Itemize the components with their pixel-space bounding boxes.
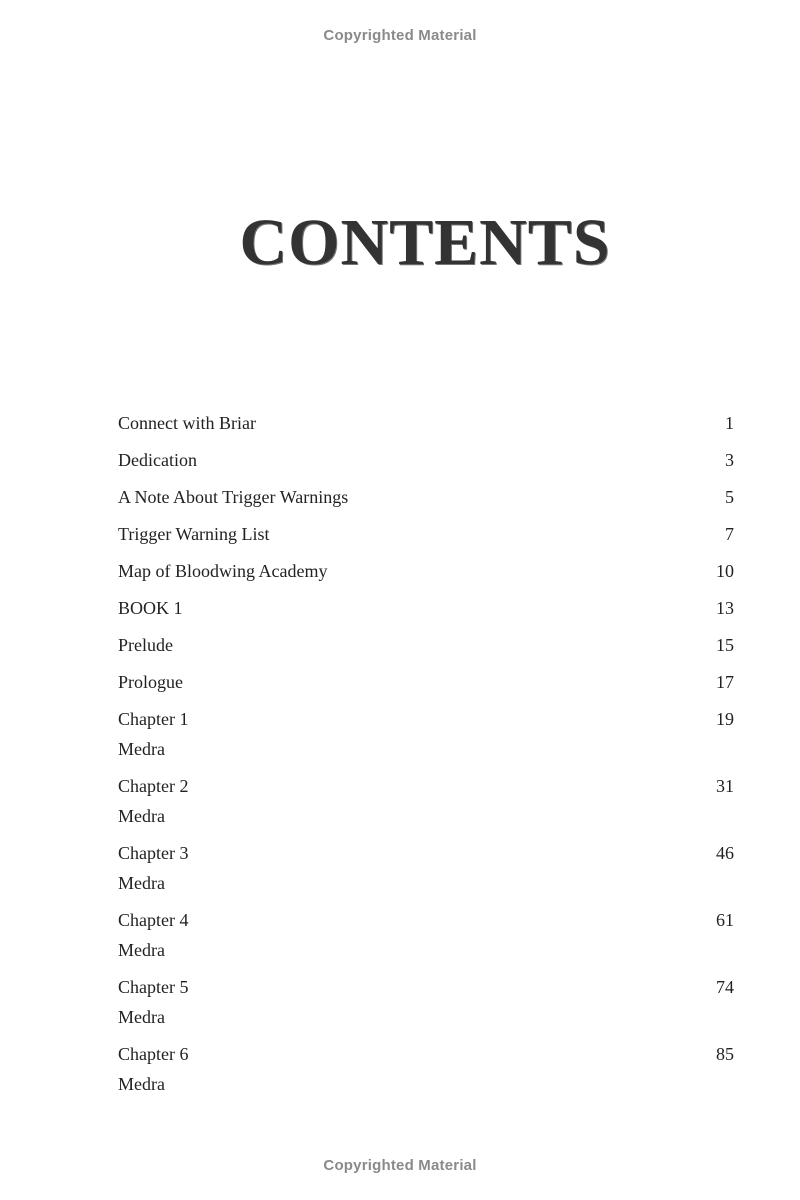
toc-entry-page: 61 bbox=[716, 910, 734, 930]
toc-entry-page: 19 bbox=[716, 709, 734, 729]
toc-entry-chapter-2[interactable] bbox=[118, 771, 734, 831]
toc-entry-chapter-6[interactable] bbox=[118, 1039, 734, 1099]
toc-entry-page: 85 bbox=[716, 1044, 734, 1064]
copyright-watermark-bottom: Copyrighted Material bbox=[323, 1157, 477, 1174]
toc-entry-label: Prologue bbox=[118, 672, 183, 692]
toc-entry-label: Chapter 1 bbox=[118, 709, 189, 729]
toc-entry-page: 31 bbox=[716, 776, 734, 796]
toc-entry-pov: Medra bbox=[118, 873, 165, 893]
toc-entry-page: 13 bbox=[716, 598, 734, 618]
toc-entry-page: 5 bbox=[725, 487, 734, 507]
toc-entry-chapter-3[interactable] bbox=[118, 838, 734, 898]
toc-entry[interactable] bbox=[118, 667, 734, 697]
toc-entry-pov: Medra bbox=[118, 739, 165, 759]
toc-entry-page: 17 bbox=[716, 672, 734, 692]
toc-entry-page: 46 bbox=[716, 843, 734, 863]
toc-entry-label: Dedication bbox=[118, 450, 197, 470]
toc-entry-page: 3 bbox=[725, 450, 734, 470]
table-of-contents bbox=[118, 408, 734, 1106]
toc-entry-page: 74 bbox=[716, 977, 734, 997]
toc-entry-pov: Medra bbox=[118, 806, 165, 826]
toc-entry-pov: Medra bbox=[118, 1074, 165, 1094]
toc-entry-page: 10 bbox=[716, 561, 734, 581]
toc-entry-label: Map of Bloodwing Academy bbox=[118, 561, 328, 581]
toc-entry[interactable] bbox=[118, 593, 734, 623]
toc-entry-label: Chapter 2 bbox=[118, 776, 189, 796]
toc-entry-page: 15 bbox=[716, 635, 734, 655]
toc-entry-page: 7 bbox=[725, 524, 734, 544]
toc-entry-pov: Medra bbox=[118, 940, 165, 960]
toc-entry[interactable] bbox=[118, 445, 734, 475]
toc-entry[interactable] bbox=[118, 408, 734, 438]
toc-entry-label: Chapter 3 bbox=[118, 843, 189, 863]
toc-entry-label: Chapter 6 bbox=[118, 1044, 189, 1064]
toc-entry-pov: Medra bbox=[118, 1007, 165, 1027]
toc-entry-label: Prelude bbox=[118, 635, 173, 655]
toc-entry-label: A Note About Trigger Warnings bbox=[118, 487, 349, 507]
toc-entry-chapter-4[interactable] bbox=[118, 905, 734, 965]
toc-entry[interactable] bbox=[118, 519, 734, 549]
toc-entry[interactable] bbox=[118, 482, 734, 512]
toc-entry-page: 1 bbox=[725, 413, 734, 433]
toc-entry-label: Chapter 5 bbox=[118, 977, 189, 997]
toc-entry-chapter-1[interactable] bbox=[118, 704, 734, 764]
toc-entry[interactable] bbox=[118, 556, 734, 586]
toc-entry-label: Chapter 4 bbox=[118, 910, 189, 930]
copyright-watermark-top: Copyrighted Material bbox=[323, 27, 477, 44]
toc-entry[interactable] bbox=[118, 630, 734, 660]
page-title: CONTENTS bbox=[239, 206, 611, 279]
toc-entry-label: BOOK 1 bbox=[118, 598, 183, 618]
toc-entry-chapter-5[interactable] bbox=[118, 972, 734, 1032]
toc-entry-label: Connect with Briar bbox=[118, 413, 256, 433]
toc-entry-label: Trigger Warning List bbox=[118, 524, 270, 544]
